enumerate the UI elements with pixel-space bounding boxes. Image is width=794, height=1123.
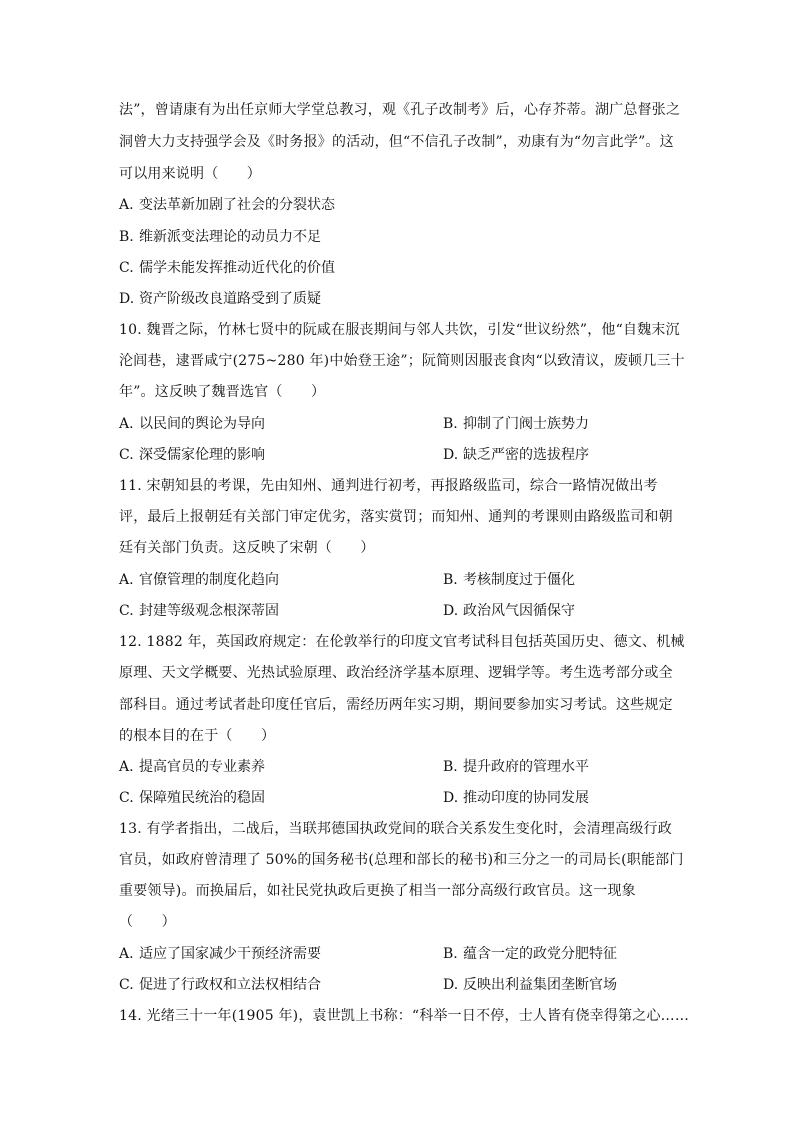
q14-stem-line-1: 14. 光绪三十一年(1905 年)，袁世凯上书称：“科举一日不停，士人皆有侥幸得第之心…… (119, 1008, 690, 1024)
q13-stem-line-3: 重要领导)。而换届后，如社民党执政后更换了相当一部分高级行政官员。这一现象 (119, 883, 636, 899)
option-letter: B. (443, 572, 458, 588)
q9-stem-line-2: 洞曾大力支持强学会及《时务报》的活动，但“不信孔子改制”，劝康有为“勿言此学”。这 (119, 134, 674, 150)
option-text: 以民间的舆论为导向 (139, 416, 265, 432)
option-text: 资产阶级改良道路受到了质疑 (139, 291, 321, 307)
q13-option-c[interactable] (119, 976, 321, 994)
option-text: 适应了国家减少干预经济需要 (139, 946, 321, 962)
option-text: 深受儒家伦理的影响 (139, 447, 265, 463)
option-letter: B. (443, 416, 458, 432)
option-letter: B. (443, 946, 458, 962)
option-text: 变法革新加剧了社会的分裂状态 (139, 197, 335, 213)
option-text: 缺乏严密的选拔程序 (463, 447, 589, 463)
option-text: 政治风气因循保守 (463, 603, 575, 619)
option-letter: B. (119, 229, 134, 245)
option-text: 蕴含一定的政党分肥特征 (463, 946, 617, 962)
option-letter: C. (119, 260, 134, 276)
option-letter: A. (119, 946, 134, 962)
q13-stem-line-4: （ ） (119, 914, 176, 930)
option-letter: D. (443, 977, 459, 993)
q10-stem-line-1: 10. 魏晋之际，竹林七贤中的阮咸在服丧期间与邻人共饮，引发“世议纷然”，他“自魏末沉 (119, 322, 680, 338)
option-letter: C. (119, 447, 134, 463)
q10-stem-line-3: 年”。这反映了魏晋选官（ ） (119, 384, 326, 400)
option-text: 封建等级观念根深蒂固 (139, 603, 279, 619)
q11-stem-line-3: 廷有关部门负责。这反映了宋朝（ ） (119, 540, 375, 556)
q9-option-c[interactable] (119, 259, 335, 277)
q12-option-c[interactable] (119, 789, 265, 807)
q11-option-d[interactable] (443, 602, 575, 620)
q11-option-b[interactable] (443, 571, 575, 589)
q12-stem-line-4: 的根本目的在于（ ） (119, 728, 276, 744)
q10-option-b[interactable] (443, 415, 589, 433)
option-text: 维新派变法理论的动员力不足 (139, 229, 321, 245)
option-text: 考核制度过于僵化 (463, 572, 575, 588)
q13-stem-line-1: 13. 有学者指出，二战后，当联邦德国执政党间的联合关系发生变化时，会清理高级行政 (119, 821, 672, 837)
q13-option-a[interactable] (119, 945, 321, 963)
option-text: 儒学未能发挥推动近代化的价值 (139, 260, 335, 276)
q12-option-d[interactable] (443, 789, 589, 807)
option-letter: A. (119, 572, 134, 588)
q10-option-a[interactable] (119, 415, 265, 433)
q11-option-a[interactable] (119, 571, 279, 589)
q9-option-a[interactable] (119, 196, 335, 214)
option-letter: A. (119, 759, 134, 775)
option-letter: C. (119, 977, 134, 993)
option-letter: C. (119, 790, 134, 806)
option-letter: D. (119, 291, 135, 307)
q9-option-d[interactable] (119, 290, 321, 308)
option-text: 提高官员的专业素养 (139, 759, 265, 775)
option-letter: D. (443, 790, 459, 806)
q12-stem-line-3: 部科目。通过考试者赴印度任官后，需经历两年实习期，期间要参加实习考试。这些规定 (119, 697, 673, 713)
q10-option-c[interactable] (119, 446, 265, 464)
q13-option-b[interactable] (443, 945, 617, 963)
q10-stem-line-2: 沦闾巷，逮晋咸宁(275~280 年)中始登王途”；阮简则因服丧食肉“以致清议，废顿几三十 (119, 353, 685, 369)
option-letter: A. (119, 197, 134, 213)
option-letter: D. (443, 603, 459, 619)
option-letter: C. (119, 603, 134, 619)
option-letter: B. (443, 759, 458, 775)
option-text: 保障殖民统治的稳固 (139, 790, 265, 806)
option-text: 抑制了门阀士族势力 (463, 416, 589, 432)
option-letter: D. (443, 447, 459, 463)
q9-option-b[interactable] (119, 228, 321, 246)
option-text: 促进了行政权和立法权相结合 (139, 977, 321, 993)
q12-stem-line-1: 12. 1882 年，英国政府规定：在伦敦举行的印度文官考试科目包括英国历史、德文、机械 (119, 634, 685, 650)
q10-option-d[interactable] (443, 446, 589, 464)
q12-stem-line-2: 原理、天文学概要、光热试验原理、政治经济学基本原理、逻辑学等。考生选考部分或全 (119, 665, 673, 681)
option-text: 反映出利益集团垄断官场 (463, 977, 617, 993)
q11-option-c[interactable] (119, 602, 279, 620)
q12-option-b[interactable] (443, 758, 589, 776)
q11-stem-line-1: 11. 宋朝知县的考课，先由知州、通判进行初考，再报路级监司，综合一路情况做出考 (119, 478, 658, 494)
q9-stem-line-3: 可以用来说明（ ） (119, 166, 261, 182)
option-text: 提升政府的管理水平 (463, 759, 589, 775)
q13-stem-line-2: 官员，如政府曾清理了 50%的国务秘书(总理和部长的秘书)和三分之一的司局长(职能部门 (119, 852, 684, 868)
q13-option-d[interactable] (443, 976, 617, 994)
option-text: 推动印度的协同发展 (463, 790, 589, 806)
q12-option-a[interactable] (119, 758, 265, 776)
q11-stem-line-2: 评，最后上报朝廷有关部门审定优劣，落实赏罚；而知州、通判的考课则由路级监司和朝 (119, 509, 673, 525)
option-letter: A. (119, 416, 134, 432)
option-text: 官僚管理的制度化趋向 (139, 572, 279, 588)
q9-stem-line-1: 法”，曾请康有为出任京师大学堂总教习，观《孔子改制考》后，心存芥蒂。湖广总督张之 (119, 102, 681, 118)
